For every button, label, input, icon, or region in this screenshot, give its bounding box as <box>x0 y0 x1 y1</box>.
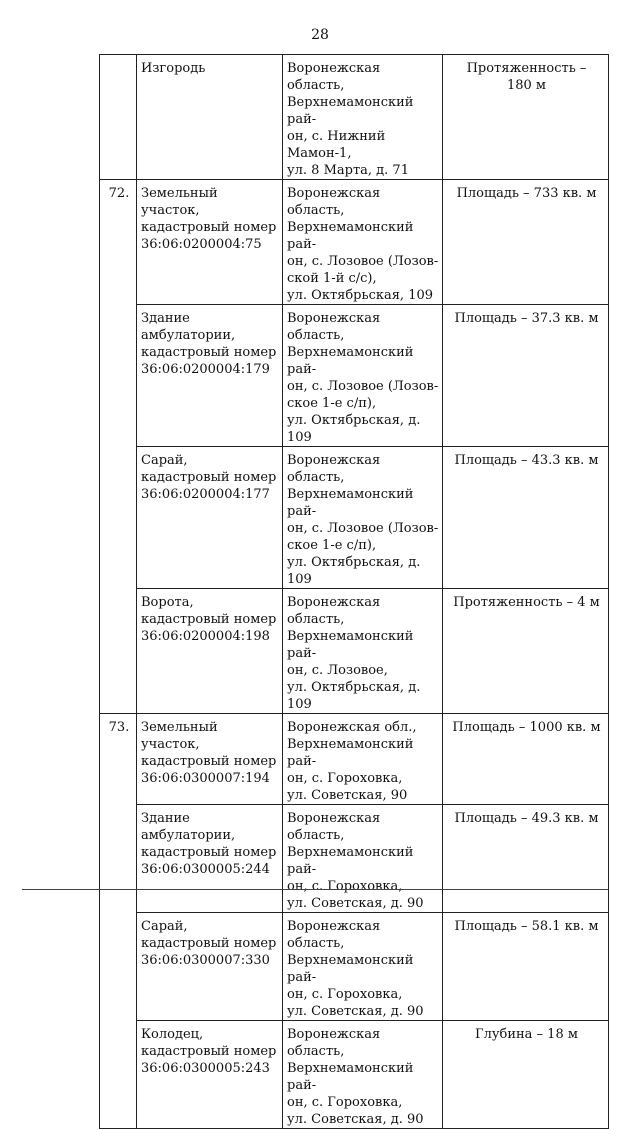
object-name: Колодец, кадастровый номер 36:06:0300005:243 <box>137 1021 283 1129</box>
object-parameter: Протяженность – 4 м <box>443 589 609 714</box>
object-address: Воронежская область, Верхнемамонский рай- он, с. Гороховка, ул. Советская, д. 90 <box>283 805 443 913</box>
table-row <box>100 805 609 913</box>
table-row <box>100 714 609 805</box>
property-registry-table <box>99 54 609 1129</box>
object-parameter: Площадь – 43.3 кв. м <box>443 447 609 589</box>
object-address: Воронежская область, Верхнемамонский рай- он, с. Лозовое (Лозов- ское 1-е с/п), ул. Октябрьская, д. 109 <box>283 447 443 589</box>
row-number: 72. <box>100 180 137 714</box>
table-row <box>100 447 609 589</box>
table-row <box>100 180 609 305</box>
object-parameter: Площадь – 58.1 кв. м <box>443 913 609 1021</box>
object-address: Воронежская область, Верхнемамонский рай- он, с. Гороховка, ул. Советская, д. 90 <box>283 913 443 1021</box>
row-number <box>100 55 137 180</box>
table-row <box>100 55 609 180</box>
object-address: Воронежская область, Верхнемамонский рай- он, с. Лозовое (Лозов- ское 1-е с/п), ул. Октябрьская, д. 109 <box>283 305 443 447</box>
object-name: Здание амбулатории, кадастровый номер 36:06:0300005:244 <box>137 805 283 913</box>
object-name: Сарай, кадастровый номер 36:06:0200004:177 <box>137 447 283 589</box>
table-row <box>100 1021 609 1129</box>
object-name: Сарай, кадастровый номер 36:06:0300007:330 <box>137 913 283 1021</box>
footer-divider <box>22 889 608 890</box>
object-name: Земельный участок, кадастровый номер 36:06:0300007:194 <box>137 714 283 805</box>
object-parameter: Площадь – 733 кв. м <box>443 180 609 305</box>
object-parameter: Протяженность – 180 м <box>443 55 609 180</box>
object-address: Воронежская область, Верхнемамонский рай- он, с. Лозовое, ул. Октябрьская, д. 109 <box>283 589 443 714</box>
row-number: 73. <box>100 714 137 1129</box>
object-parameter: Площадь – 37.3 кв. м <box>443 305 609 447</box>
object-address: Воронежская область, Верхнемамонский рай- он, с. Лозовое (Лозов- ской 1-й с/с), ул. Октябрьская, 109 <box>283 180 443 305</box>
object-name: Здание амбулатории, кадастровый номер 36:06:0200004:179 <box>137 305 283 447</box>
page-number: 28 <box>311 27 329 43</box>
object-name: Земельный участок, кадастровый номер 36:06:0200004:75 <box>137 180 283 305</box>
object-parameter: Площадь – 1000 кв. м <box>443 714 609 805</box>
table-row <box>100 589 609 714</box>
object-parameter: Площадь – 49.3 кв. м <box>443 805 609 913</box>
object-address: Воронежская обл., Верхнемамонский рай- он, с. Гороховка, ул. Советская, 90 <box>283 714 443 805</box>
table-row <box>100 913 609 1021</box>
object-name: Ворота, кадастровый номер 36:06:0200004:198 <box>137 589 283 714</box>
object-name: Изгородь <box>137 55 283 180</box>
object-address: Воронежская область, Верхнемамонский рай- он, с. Гороховка, ул. Советская, д. 90 <box>283 1021 443 1129</box>
object-address: Воронежская область, Верхнемамонский рай- он, с. Нижний Мамон-1, ул. 8 Марта, д. 71 <box>283 55 443 180</box>
table-row <box>100 305 609 447</box>
object-parameter: Глубина – 18 м <box>443 1021 609 1129</box>
